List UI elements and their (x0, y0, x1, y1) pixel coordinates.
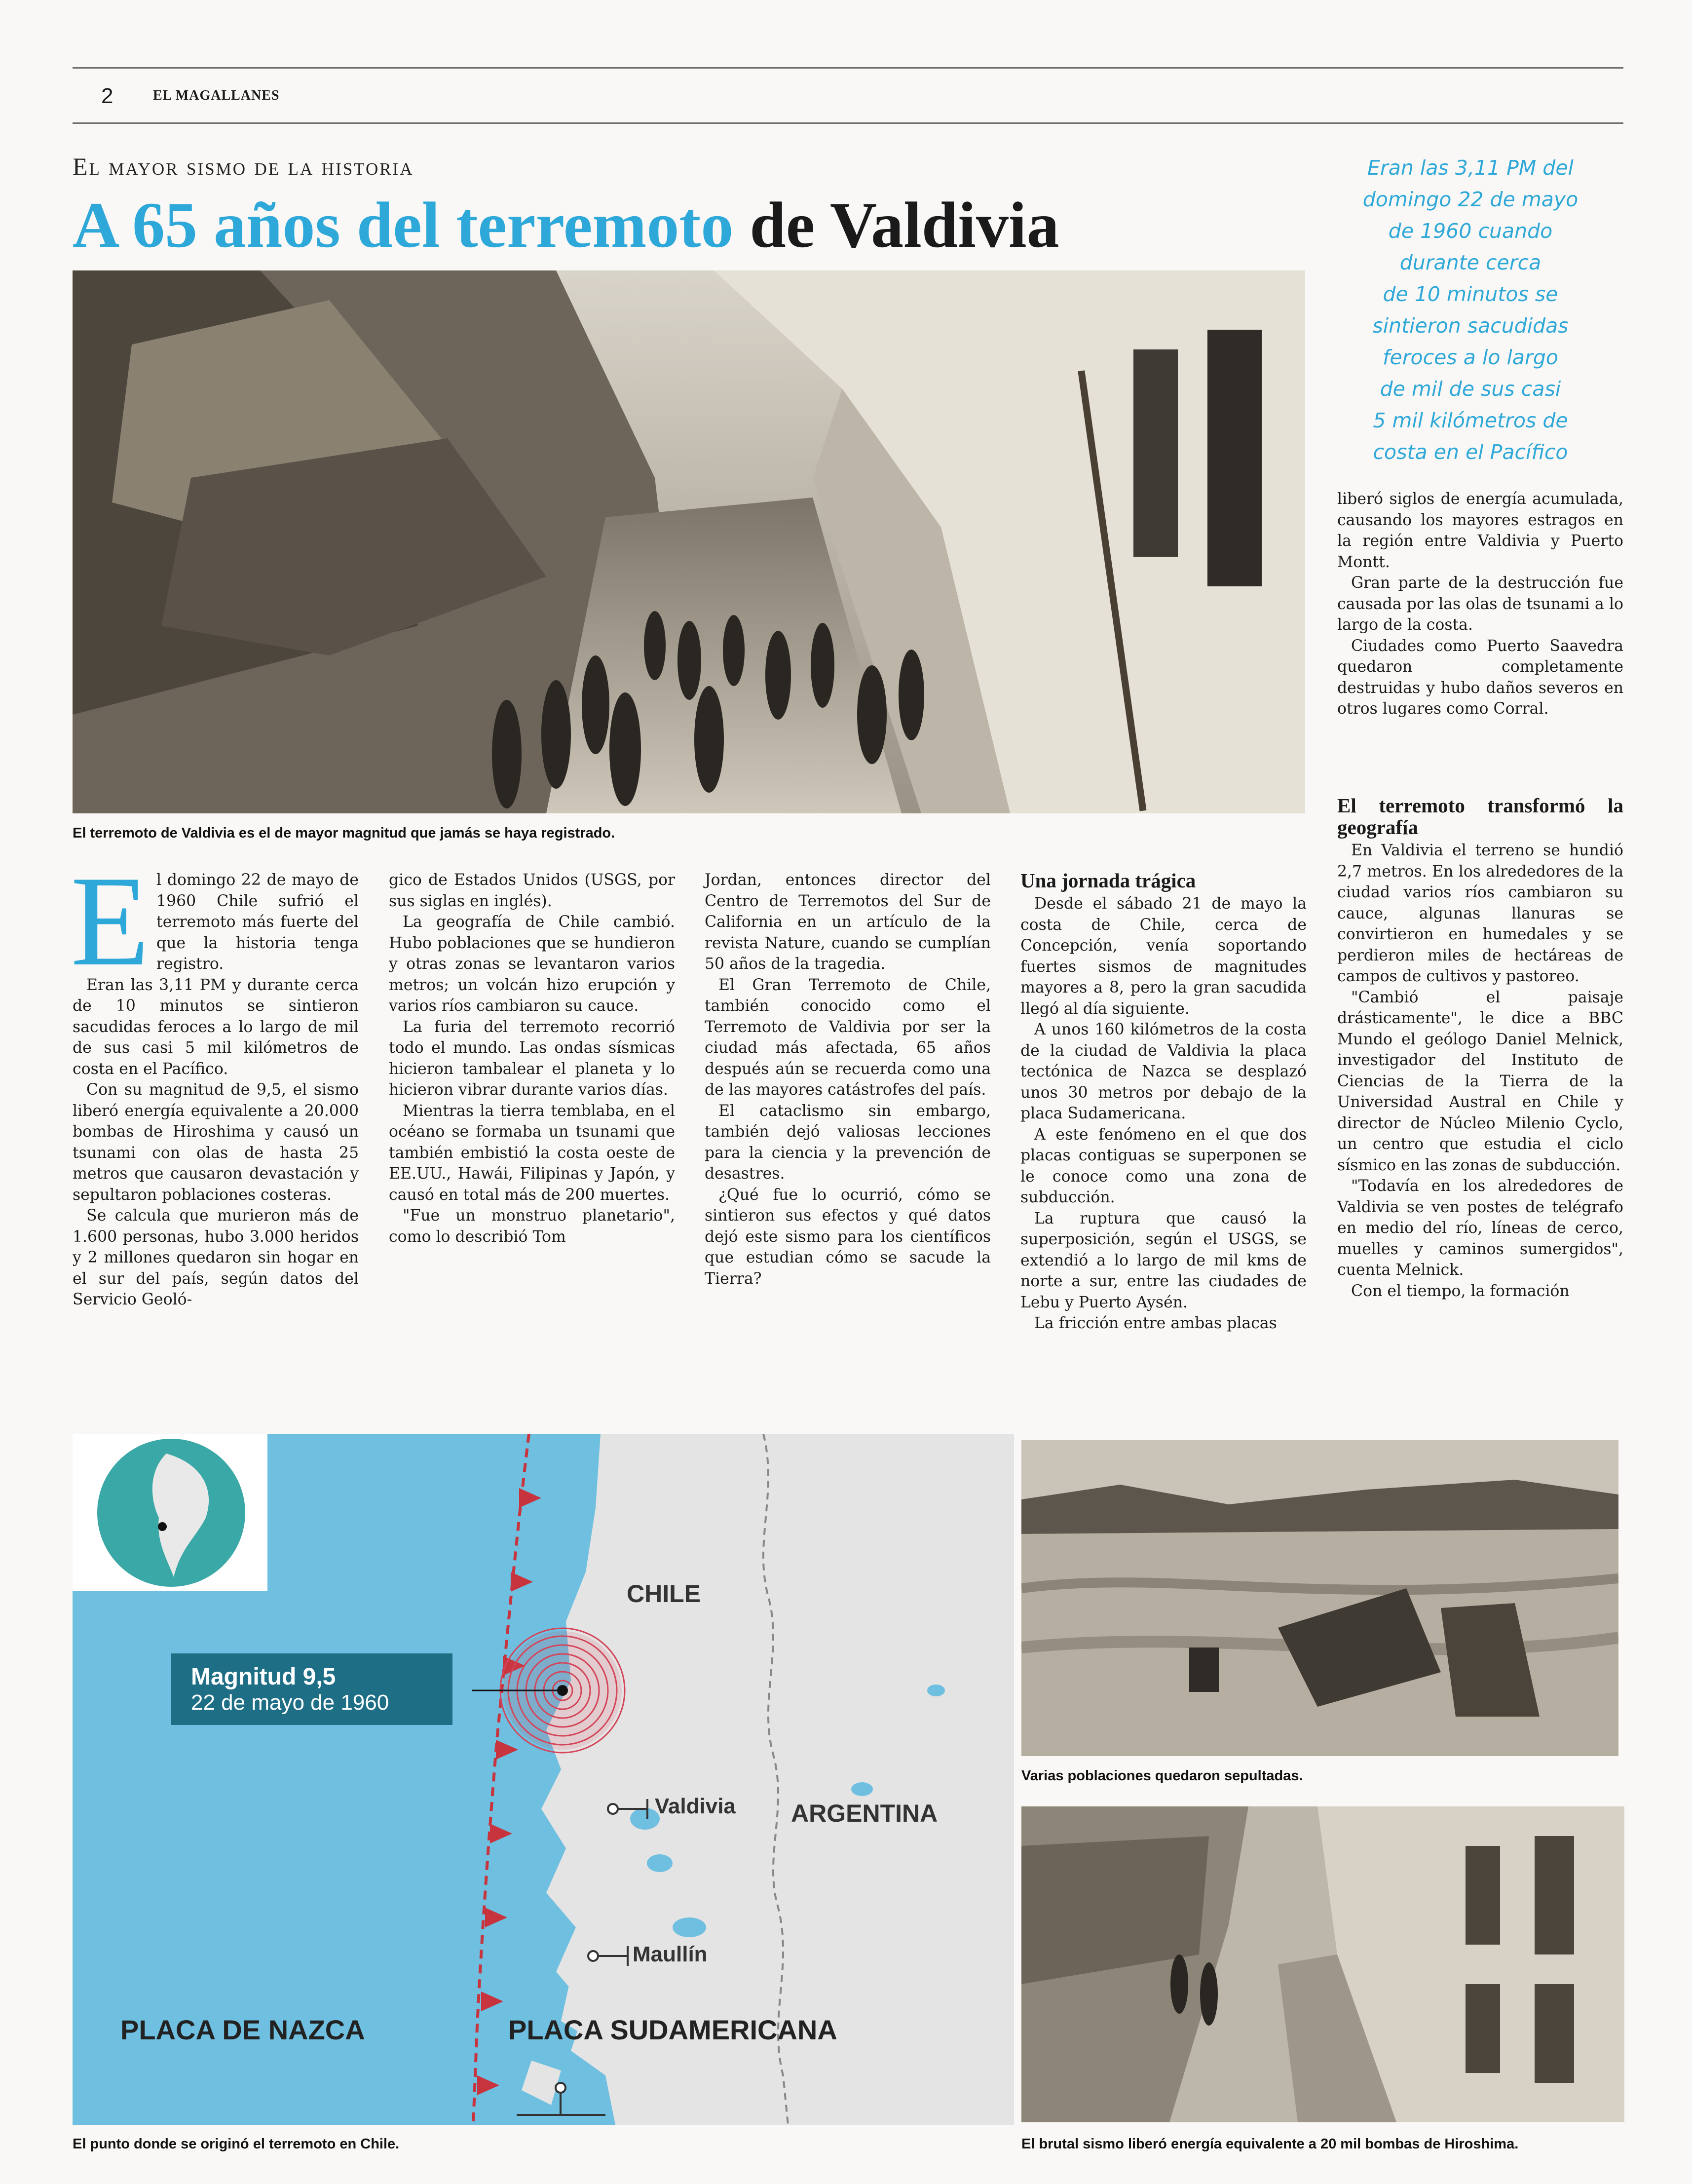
label-maullin: Maullín (633, 1942, 708, 1966)
label-nazca: PLACA DE NAZCA (120, 2014, 365, 2045)
fault-arrows (477, 1488, 541, 2095)
headline (73, 189, 1059, 261)
headline-rest: de Valdivia (750, 189, 1059, 261)
masthead: EL MAGALLANES (153, 88, 280, 103)
map-caption: El punto donde se originó el terremoto en Chile. (73, 2136, 400, 2152)
subhead-jornada: Una jornada trágica (1020, 869, 1196, 892)
main-photo (73, 270, 1305, 813)
flood-photo (1021, 1440, 1618, 1756)
headline-highlight: A 65 años del terremoto (73, 189, 734, 261)
street-photo-caption: El brutal sismo liberó energía equivalente a 20 mil bombas de Hiroshima. (1021, 2136, 1519, 2152)
label-sudamericana: PLACA SUDAMERICANA (508, 2014, 837, 2045)
label-argentina: ARGENTINA (791, 1800, 938, 1827)
subhead-geografia: El terremoto transformó la geografía (1337, 794, 1623, 839)
main-photo-caption: El terremoto de Valdivia es el de mayor magnitud que jamás se haya registrado. (73, 825, 615, 841)
column-3: Jordan, entonces director del Centro de Terremotos del Sur de California en un artículo de la revista Nature, cuando se cumplían 50 años de la tragedia. El Gran Terremoto de Chile, también conocido como el Terremoto de Valdivia por ser la ciudad más afectada, 65 años después aún se recuerda como una de las mayores catástrofes del país. El cataclismo sin embargo, también dejó valiosas lecciones para la ciencia y la prevención de desastres. ¿Qué fue lo ocurrió, cómo se sintieron sus efectos y qué datos dejó este sismo para los científicos que estudian cómo se sacude la Tierra? (705, 871, 991, 1288)
label-chile: CHILE (627, 1580, 701, 1608)
column-4: Una jornada trágica Desde el sábado 21 de mayo la costa de Chile, cerca de Concepción, venía soportando fuertes sismos de magnitudes mayores a 8, pero la gran sacudida llegó al día siguiente. A unos 160 kilómetros de la costa de la ciudad de Valdivia la placa tectónica de Nazca se desplazó unos 30 metros por debajo de la placa Sudamericana. A este fenómeno en el que dos placas contiguas se superponen se le conoce como una zona de subducción. La ruptura que causó la superposición, según el USGS, se extendió a lo largo de mil kms de norte a sur, entre las ciudades de Lebu y Puerto Aysén. La fricción entre ambas placas (1020, 869, 1307, 1332)
flood-photo-caption: Varias poblaciones quedaron sepultadas. (1021, 1768, 1303, 1784)
column-1: E l domingo 22 de mayo de 1960 Chile sufrió el terremoto más fuerte del que la historia tenga registro. Eran las 3,11 PM y durante cerca de 10 minutos se sintieron sacudidas feroces a lo largo de mil de sus casi 5 mil kilómetros de costa en el Pacífico. Con su magnitud de 9,5, el sismo liberó energía equivalente a 20.000 bombas de Hiroshima y causó un tsunami con olas de hasta 25 metros que causaron devastación y sepultaron poblaciones costeras. Se calcula que murieron más de 1.600 personas, hubo 3.000 heridos y 2 millones quedaron sin hogar en el sur del país, según datos del Servicio Geoló- (71, 849, 359, 1308)
kicker: El mayor sismo de la historia (73, 153, 414, 180)
page-number: 2 (101, 84, 113, 108)
earthquake-map (73, 1434, 1014, 2125)
column-2: gico de Estados Unidos (USGS, por sus siglas en inglés). La geografía de Chile cambió. Hubo poblaciones que se hundieron y otras zonas se levantaron varios metros; un volcán hizo erupción y varios ríos cambiaron su cauce. La furia del terremoto recorrió todo el mundo. Las ondas sísmicas hicieron tambalear el planeta y lo hicieron vibrar durante varios días. Mientras la tierra temblaba, en el océano se formaba un tsunami que también embistió la costa oeste de EE.UU., Hawái, Filipinas y Japón, y causó en total más de 200 muertes. "Fue un monstruo planetario", como lo describió Tom (389, 871, 675, 1246)
epicenter-dot (557, 1685, 568, 1696)
globe-location-dot (158, 1522, 167, 1531)
magnitude-box (171, 1653, 452, 1725)
magnitude-date: 22 de mayo de 1960 (191, 1690, 389, 1715)
top-rule (73, 67, 1623, 69)
magnitude-label: Magnitud 9,5 (191, 1664, 336, 1690)
inset-globe (73, 1434, 267, 1591)
column-5-top: liberó siglos de energía acumulada, causando los mayores estragos en la región entre Valdivia y Puerto Montt. Gran parte de la destrucción fue causada por las olas de tsunami a lo largo de la costa. Ciudades como Puerto Saavedra quedaron completamente destruidas y hubo daños severos en otros lugares como Corral. (1337, 490, 1623, 718)
street-photo (1021, 1806, 1624, 2122)
dropcap: E (71, 849, 150, 993)
header-rule (73, 122, 1623, 124)
column-5: El terremoto transformó la geografía En Valdivia el terreno se hundió 2,7 metros. En los alrededores de la ciudad varios ríos cambiaron su cauce, algunas llanuras se convirtieron en humedales y se perdieron miles de hectáreas de campos de cultivos y pastoreo. "Cambió el paisaje drásticamente", le dice a BBC Mundo el geólogo Daniel Melnick, investigador del Instituto de Ciencias de la Tierra de la Universidad Austral en Chile y director de Núcleo Milenio Cyclo, un centro que estudia el ciclo sísmico en las zonas de subducción. "Todavía en los alrededores de Valdivia se ven postes de telégrafo en medio del río, líneas de cerco, muelles y caminos sumergidos", cuenta Melnick. Con el tiempo, la formación (1337, 794, 1623, 1300)
pull-quote: Eran las 3,11 PM del domingo 22 de mayo de 1960 cuando durante cerca de 10 minutos se sintieron sacudidas feroces a lo largo de mil de sus casi 5 mil kilómetros de costa en el Pacífico (1362, 156, 1579, 464)
label-valdivia: Valdivia (655, 1794, 736, 1818)
